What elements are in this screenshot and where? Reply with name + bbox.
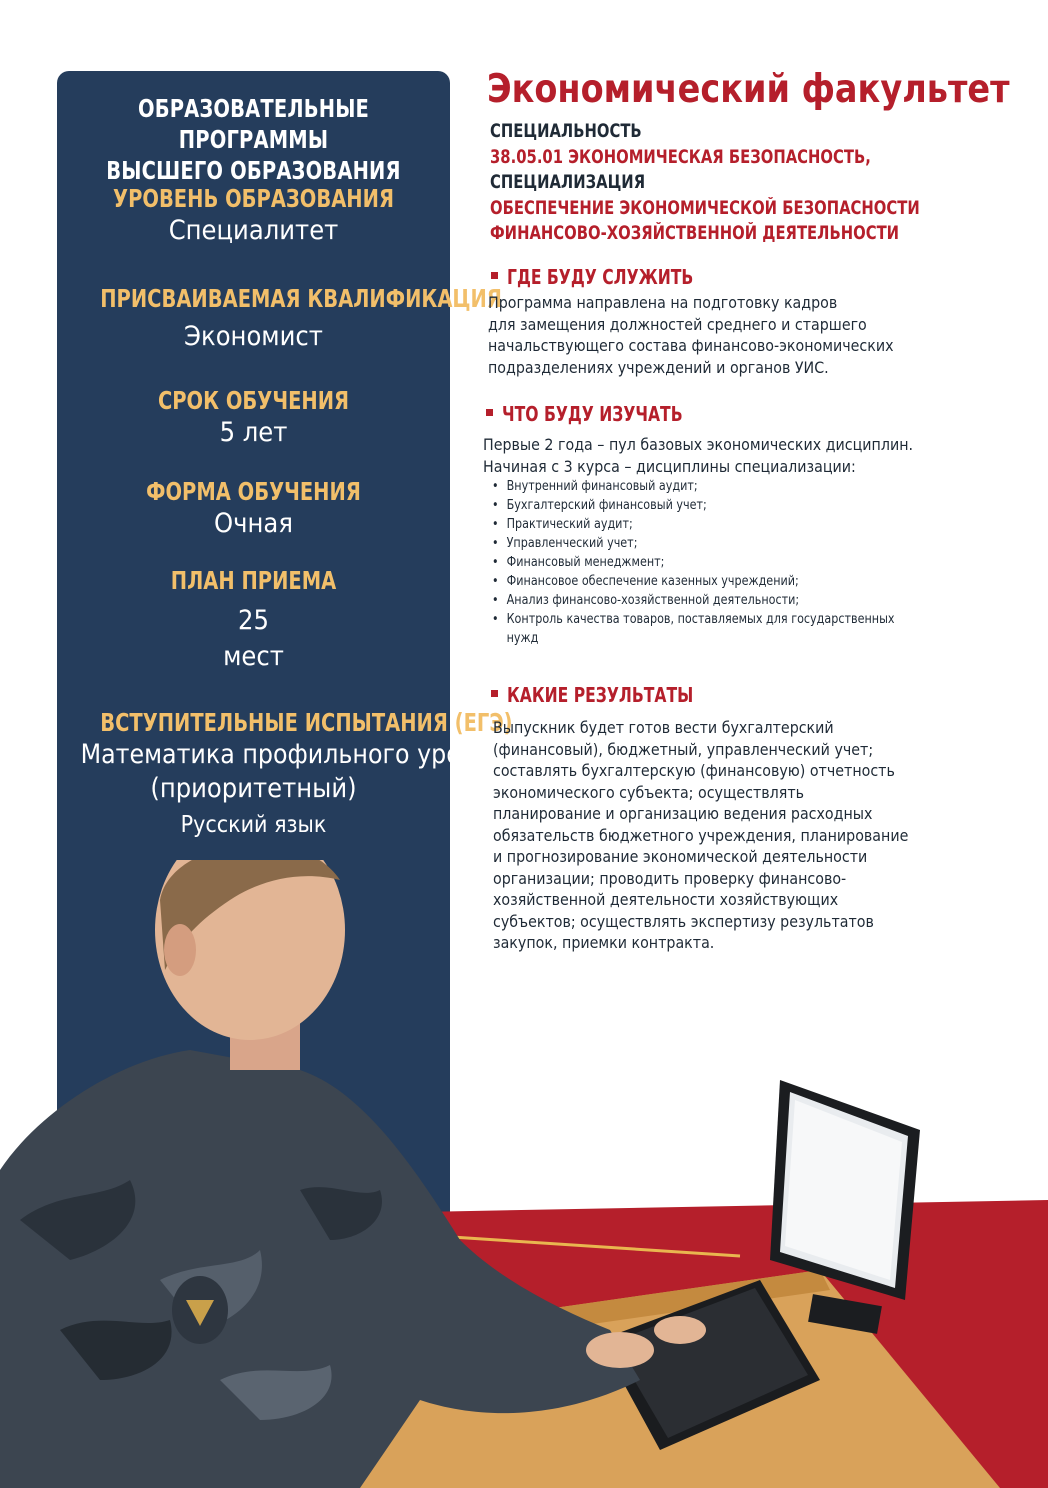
qualification-value: Экономист [184,321,323,352]
specialty-value: 38.05.01 ЭКОНОМИЧЕСКАЯ БЕЗОПАСНОСТЬ, [490,146,871,168]
specialization-value-line-2: ФИНАНСОВО-ХОЗЯЙСТВЕННОЙ ДЕЯТЕЛЬНОСТИ [490,223,900,244]
exams-block [57,707,513,840]
plan-label: ПЛАН ПРИЕМА [170,566,337,595]
duration-value: 5 лет [219,417,288,448]
where-serve-text: Программа направлена на подготовку кадров для замещения должностей среднего и старшего начальствующего состава финансово-экономических подразделениях учреждений и органов УИС. [488,293,894,377]
specialty-block [490,119,1027,247]
specialization-label: СПЕЦИАЛИЗАЦИЯ [490,172,646,193]
level-label: УРОВЕНЬ ОБРАЗОВАНИЯ [113,184,394,213]
duration-label: СРОК ОБУЧЕНИЯ [157,386,350,415]
exam-russian: Русский язык [180,812,327,838]
level-block [57,183,450,248]
plan-value-number: 25 [238,605,269,636]
qualification-label: ПРИСВАИВАЕМАЯ КВАЛИФИКАЦИЯ [100,284,502,313]
page-title: Экономический факультет [487,67,1010,112]
what-study-intro: Первые 2 года – пул базовых экономических дисциплин. Начиная с 3 курса – дисциплины специализации: [483,435,914,476]
bullet-square-icon [491,272,498,279]
list-item: • Бухгалтерский финансовый учет; [492,496,895,515]
list-item: • Внутренний финансовый аудит; [492,477,895,496]
what-study-heading: ЧТО БУДУ ИЗУЧАТЬ [486,401,734,427]
exam-math-priority: (приоритетный) [150,773,357,804]
where-serve-heading: ГДЕ БУДУ СЛУЖИТЬ [491,264,746,290]
list-item: • Анализ финансово-хозяйственной деятельности; [492,591,895,610]
panel-heading-line-2: ВЫСШЕГО ОБРАЗОВАНИЯ [106,156,401,185]
level-value: Специалитет [168,215,339,246]
exam-math: Математика профильного уровня [80,739,505,770]
form-block [57,476,450,541]
panel-heading-line-1: ОБРАЗОВАТЕЛЬНЫЕ ПРОГРАММЫ [137,94,370,154]
form-label: ФОРМА ОБУЧЕНИЯ [146,477,361,506]
officer-at-computer-photo [0,860,1048,1488]
bullet-square-icon [491,690,498,697]
form-value: Очная [214,508,293,539]
list-item: • Финансовое обеспечение казенных учреждений; [492,572,895,591]
list-item: • Управленческий учет; [492,534,895,553]
results-heading: КАКИЕ РЕЗУЛЬТАТЫ [491,682,746,708]
list-item-continuation: нужд [506,631,539,646]
list-item: • Контроль качества товаров, поставляемых для государственных [492,610,895,629]
qualification-block [57,283,502,354]
duration-block [57,385,450,450]
list-item: • Финансовый менеджмент; [492,553,895,572]
results-text: Выпускник будет готов вести бухгалтерский (финансовый), бюджетный, управленческий учет; составлять бухгалтерскую (финансовую) отчетность экономического субъекта; осуществлять планирование и организацию ведения расходных обязательств бюджетного учреждения, планирование и прогнозирование экономической деятельности организации; проводить проверку финансово- хозяйственной деятельности хозяйствующих субъектов; осуществлять экспертизу результатов закупок, приемки контракта. [493,718,909,952]
list-item: • Практический аудит; [492,515,895,534]
specialty-label: СПЕЦИАЛЬНОСТЬ [490,121,642,142]
exams-label: ВСТУПИТЕЛЬНЫЕ ИСПЫТАНИЯ (ЕГЭ) [100,708,513,737]
plan-block [57,565,450,674]
plan-value-unit: мест [223,641,284,672]
panel-heading [57,93,450,186]
bullet-square-icon [486,409,493,416]
specialization-value-line-1: ОБЕСПЕЧЕНИЕ ЭКОНОМИЧЕСКОЙ БЕЗОПАСНОСТИ [490,197,920,219]
disciplines-list [492,477,960,648]
